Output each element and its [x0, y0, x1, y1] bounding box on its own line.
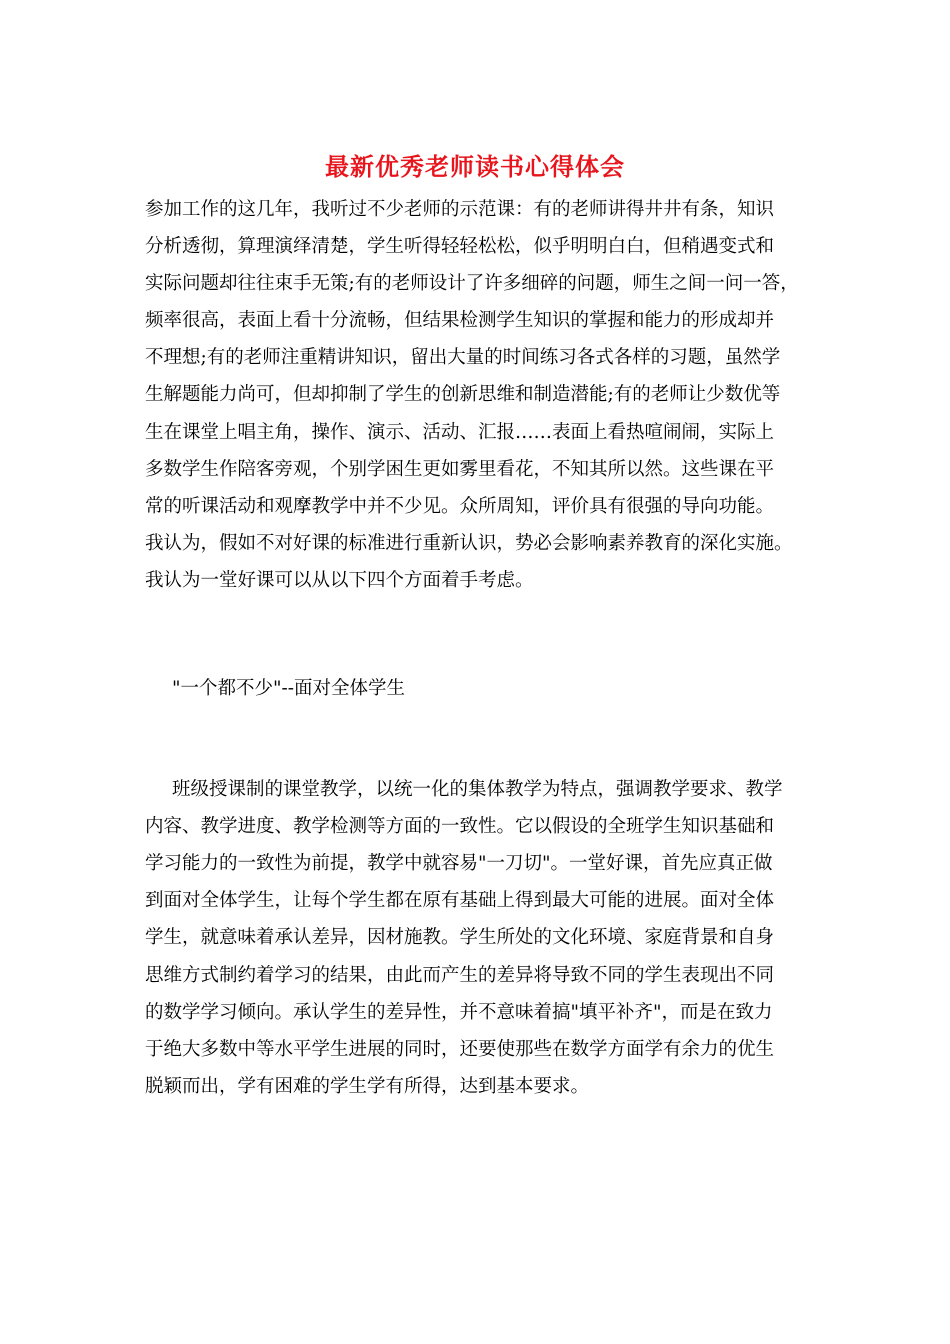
- body-line: 内容、教学进度、教学检测等方面的一致性。它以假设的全班学生知识基础和: [145, 816, 775, 837]
- intro-line: 分析透彻，算理演绎清楚，学生听得轻轻松松，似乎明明白白，但稍遇变式和: [145, 236, 775, 257]
- intro-line: 参加工作的这几年，我听过不少老师的示范课：有的老师讲得井井有条，知识: [145, 199, 775, 220]
- intro-line: 多数学生作陪客旁观，个别学困生更如雾里看花，不知其所以然。这些课在平: [145, 459, 775, 480]
- body-line: 脱颖而出，学有困难的学生学有所得，达到基本要求。: [145, 1076, 590, 1097]
- intro-line: 实际问题却往往束手无策;有的老师设计了许多细碎的问题，师生之间一问一答，: [145, 273, 799, 294]
- intro-line: 常的听课活动和观摩教学中并不少见。众所周知，评价具有很强的导向功能。: [145, 496, 775, 517]
- intro-line: 不理想;有的老师注重精讲知识，留出大量的时间练习各式各样的习题，虽然学: [145, 347, 781, 368]
- intro-line: 我认为，假如不对好课的标准进行重新认识，势必会影响素养教育的深化实施。: [145, 533, 793, 554]
- document-title: 最新优秀老师读书心得体会: [325, 152, 625, 181]
- body-line: 学生，就意味着承认差异，因材施教。学生所处的文化环境、家庭背景和自身: [145, 927, 775, 948]
- body-line: 的数学学习倾向。承认学生的差异性，并不意味着搞"填平补齐"，而是在致力: [145, 1002, 773, 1023]
- body-line: 班级授课制的课堂教学，以统一化的集体教学为特点，强调教学要求、教学: [172, 779, 783, 800]
- body-line: 到面对全体学生，让每个学生都在原有基础上得到最大可能的进展。面对全体: [145, 890, 775, 911]
- intro-line: 我认为一堂好课可以从以下四个方面着手考虑。: [145, 570, 534, 591]
- section-heading: "一个都不少"--面对全体学生: [172, 678, 406, 699]
- intro-line: 频率很高，表面上看十分流畅，但结果检测学生知识的掌握和能力的形成却并: [145, 310, 775, 331]
- body-line: 学习能力的一致性为前提，教学中就容易"一刀切"。一堂好课，首先应真正做: [145, 853, 773, 874]
- body-line: 于绝大多数中等水平学生进展的同时，还要使那些在数学方面学有余力的优生: [145, 1039, 775, 1060]
- intro-line: 生解题能力尚可，但却抑制了学生的创新思维和制造潜能;有的老师让少数优等: [145, 384, 781, 405]
- body-line: 思维方式制约着学习的结果，由此而产生的差异将导致不同的学生表现出不同: [145, 965, 775, 986]
- intro-line: 生在课堂上唱主角，操作、演示、活动、汇报……表面上看热喧闹闹，实际上: [145, 422, 775, 443]
